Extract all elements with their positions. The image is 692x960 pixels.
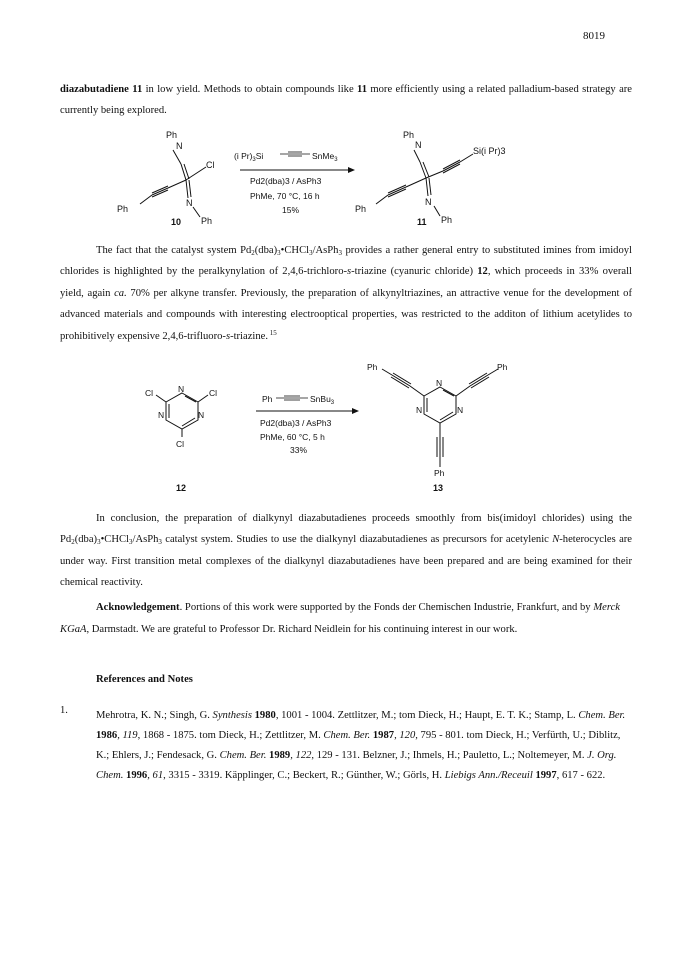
scheme-1 (100, 124, 560, 234)
scheme1-yield: 15% (282, 205, 300, 215)
atom-n: N (416, 405, 423, 415)
atom-n: N (457, 405, 464, 415)
atom-n: N (178, 384, 185, 394)
scheme2-conditions: PhMe, 60 °C, 5 h (260, 432, 325, 442)
atom-n: N (415, 140, 422, 150)
atom-ph: Ph (441, 215, 453, 225)
compound-10-structure (140, 150, 206, 217)
atom-ph: Ph (117, 204, 129, 214)
scheme1-conditions: PhMe, 70 °C, 16 h (250, 191, 320, 201)
compound-label-13: 13 (433, 483, 444, 493)
atom-ph: Ph (403, 130, 415, 140)
compound-label-11: 11 (417, 217, 427, 227)
reference-text: Mehrotra, K. N.; Singh, G. Synthesis 1980, 1001 - 1004. Zettlitzer, M.; tom Dieck, H.; Haupt, E. T. K.; Stamp, L. Chem. Ber. 1986, 119, 1868 - 1875. tom Dieck, H.; Zettlitzer, M. Chem. Ber. 1987, 120, 795 - 801. tom Dieck, H.; Verfürth, U.; Diblitz, K.; Ehlers, J.; Fendesack, G. Chem. Ber. 1989, 122, 129 - 131. Belzner, J.; Ihmels, H.; Pauletto, L.; Noltemeyer, M. J. Org. Chem. 1996, 61, 3315 - 3319. Käpplinger, C.; Beckert, R.; Günther, W.; Görls, H. Liebigs Ann./Receuil 1997, 617 - 622. (96, 710, 626, 781)
page-number: 8019 (583, 30, 605, 42)
scheme1-catalyst: Pd2(dba)3 / AsPh3 (250, 176, 322, 186)
scheme1-reagent-stannane: SnMe$_3$ (312, 151, 338, 163)
atom-cl: Cl (206, 160, 215, 170)
compound-label-10: 10 (171, 217, 182, 227)
atom-ph: Ph (201, 216, 213, 226)
atom-ph: Ph (355, 204, 367, 214)
reagent-triple-bond (276, 396, 308, 400)
conclusion-paragraph: In conclusion, the preparation of dialkynyl diazabutadienes proceeds smoothly from bis(imidoyl chlorides) using the $Pd_2(dba)_3•CHCl_3/AsPh_3$ catalyst system. Studies to use the dialkynyl diazabutadienes as precursors for acetylenic N-heterocycles are under way. First transition metal complexes of the dialkynyl diazabutadienes have been prepared and are being examined for their chemical reactivity. (60, 513, 633, 589)
scheme2-reagent-stannane: SnBu$_3$ (310, 394, 335, 406)
compound-ref: diazabutadiene 11 (60, 84, 143, 95)
atom-n: N (186, 198, 193, 208)
scheme2-yield: 33% (290, 445, 308, 455)
scheme2-catalyst: Pd2(dba)3 / AsPh3 (260, 418, 332, 428)
atom-ph: Ph (497, 362, 508, 372)
acknowledgement-heading: Acknowledgement (96, 602, 180, 613)
atom-cl: Cl (145, 388, 154, 398)
atom-n: N (198, 410, 205, 420)
reaction-arrow (256, 408, 359, 414)
reaction-arrow (240, 167, 355, 173)
scheme1-reagent: (i $Pr)_3Si$ (234, 151, 264, 163)
atom-n: N (425, 197, 432, 207)
references-heading: References and Notes (96, 674, 193, 685)
reagent-triple-bond (280, 152, 310, 156)
atom-n: N (436, 378, 443, 388)
compound-label-12: 12 (176, 483, 187, 493)
body-paragraph-2: The fact that the catalyst system $Pd_2(dba)_3•CHCl_3/AsPh_3$ provides a rather general entry to substituted imines from imidoyl chlorides is highlighted by the peralkynylation of 2,4,6-trichloro-s-triazine (cyanuric chloride) 12, which proceeds in 33% overall yield, again ca. 70% per alkyne transfer. Previously, the preparation of alkynyltriazines, an attractive venue for the development of advanced materials and compounds with interesting electrooptical properties, was restricted to the additon of lithium acetylides to prohibitively expensive 2,4,6-trifluoro-s-triazine. $^{15}$ (60, 245, 632, 342)
atom-ph: Ph (367, 362, 378, 372)
atom-cl: Cl (209, 388, 218, 398)
acknowledgement-paragraph: Acknowledgement. Portions of this work were supported by the Fonds der Chemischen Industrie, Frankfurt, and by Merck KGaA, Darmstadt. We are grateful to Professor Dr. Richard Neidlein for his continuing interest in our work. (60, 602, 620, 635)
atom-n: N (176, 141, 183, 151)
scheme-2 (130, 355, 570, 495)
atom-n: N (158, 410, 165, 420)
atom-ph: Ph (166, 130, 178, 140)
reference-number: 1. (60, 705, 68, 716)
atom-ph: Ph (434, 468, 445, 478)
atom-si: Si(i Pr)3 (473, 146, 506, 156)
scheme2-reagent-ph: Ph (262, 394, 273, 404)
atom-cl: Cl (176, 439, 185, 449)
intro-paragraph: diazabutadiene 11 in low yield. Methods to obtain compounds like 11 more efficiently using a related palladium-based strategy are currently being explored. (60, 84, 633, 117)
